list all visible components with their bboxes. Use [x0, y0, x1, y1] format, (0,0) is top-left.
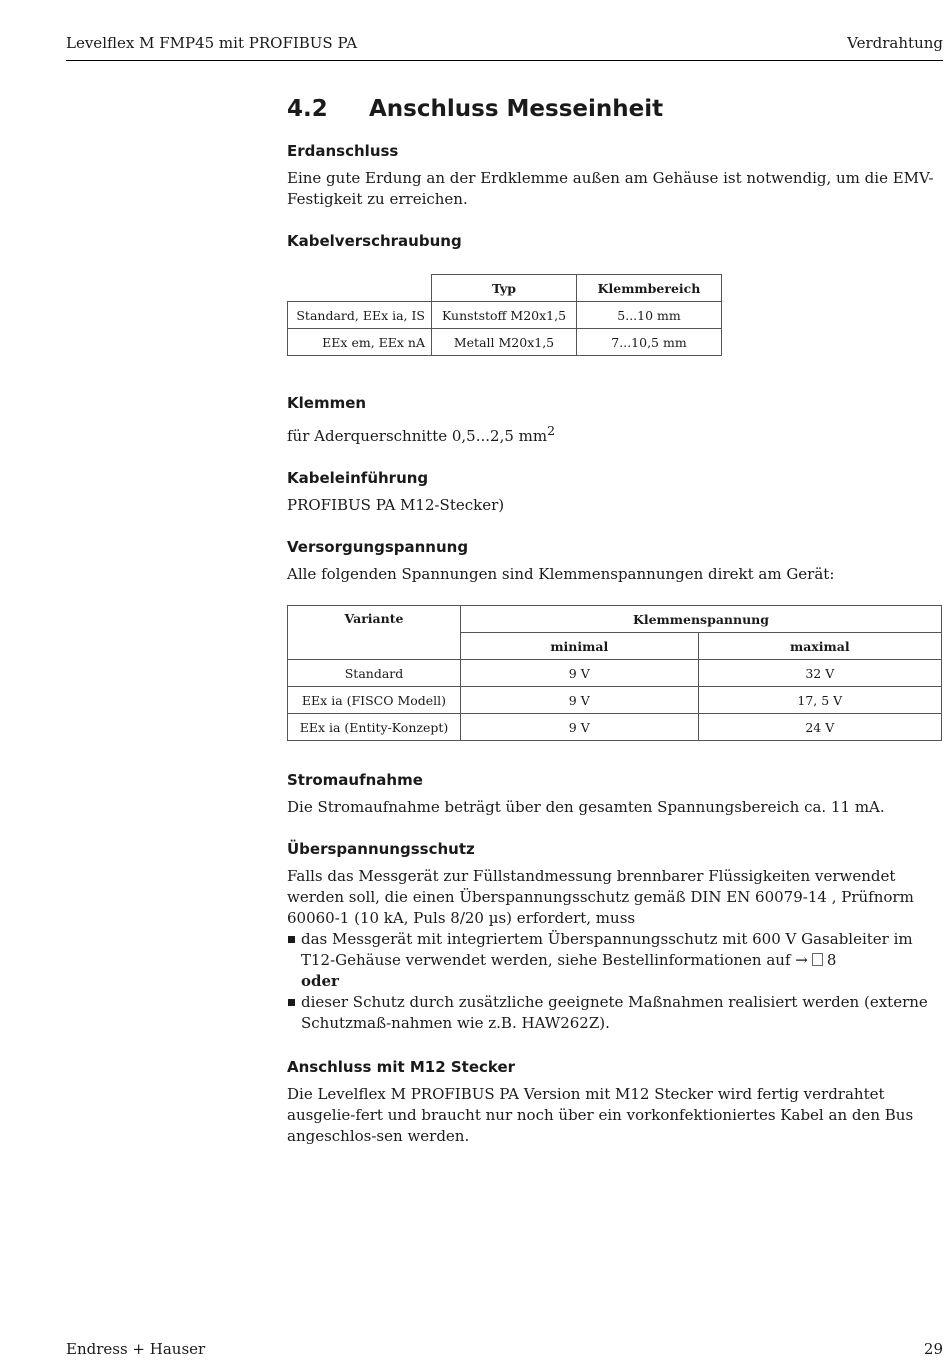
bullet-square-icon	[288, 999, 295, 1006]
versorgung-heading: Versorgungspannung	[287, 538, 469, 556]
typ-cell: Metall M20x1,5	[432, 329, 577, 356]
table-row	[288, 660, 942, 687]
kabeleinfuehrung-text: PROFIBUS PA M12-Stecker)	[287, 496, 505, 514]
m12-heading: Anschluss mit M12 Stecker	[287, 1058, 516, 1076]
table-corner-cell	[288, 275, 432, 302]
variante-cell: Standard	[288, 660, 461, 687]
page-reference-link[interactable]: 8	[826, 951, 837, 969]
footer-company: Endress + Hauser	[66, 1340, 206, 1358]
table-row	[288, 302, 722, 329]
minimal-cell: 9 V	[461, 687, 699, 714]
column-header-typ: Typ	[432, 275, 577, 302]
stromaufnahme-text: Die Stromaufnahme beträgt über den gesamten Spannungsbereich ca. 11 mA.	[287, 798, 885, 816]
kabelverschraubung-heading: Kabelverschraubung	[287, 232, 462, 250]
ueberspannung-text: Falls das Messgerät zur Füllstandmessung brennbarer Flüssigkeiten verwendet werden soll, die einen Überspannungsschutz gemäß DIN EN 60079-14 , Prüfnorm 60060-1 (10 kA, Puls 8/20 µs) erfordert, muss	[287, 867, 914, 927]
superscript-2: 2	[547, 423, 556, 438]
row-label: EEx em, EEx nA	[288, 329, 432, 356]
list-item	[287, 929, 942, 992]
page-reference-icon	[812, 953, 823, 966]
typ-cell: Kunststoff M20x1,5	[432, 302, 577, 329]
minimal-cell: 9 V	[461, 714, 699, 741]
table-header-row	[288, 275, 722, 302]
minimal-cell: 9 V	[461, 660, 699, 687]
maximal-cell: 24 V	[698, 714, 941, 741]
variante-cell: EEx ia (FISCO Modell)	[288, 687, 461, 714]
oder-label: oder	[301, 972, 339, 990]
table-header-row	[288, 606, 942, 633]
supply-voltage-table	[287, 605, 942, 741]
bullet-1-text: das Messgerät mit integriertem Überspannungsschutz mit 600 V Gasableiter im T12-Gehäuse verwendet werden, siehe Bestellinformationen auf →	[301, 930, 913, 969]
table-row	[288, 687, 942, 714]
m12-text: Die Levelflex M PROFIBUS PA Version mit M12 Stecker wird fertig verdrahtet ausgelie-fert und braucht nur noch über ein vorkonfektioniertes Kabel an den Bus angeschlos-sen werden.	[287, 1085, 914, 1145]
column-header-variante: Variante	[288, 606, 461, 660]
column-header-maximal: maximal	[698, 633, 941, 660]
erdanschluss-text: Eine gute Erdung an der Erdklemme außen am Gehäuse ist notwendig, um die EMV-Festigkeit zu erreichen.	[287, 169, 934, 208]
versorgung-text: Alle folgenden Spannungen sind Klemmenspannungen direkt am Gerät:	[287, 565, 835, 583]
page-content	[287, 96, 942, 1169]
ueberspannung-heading: Überspannungsschutz	[287, 840, 475, 858]
header-document-title: Levelflex M FMP45 mit PROFIBUS PA	[66, 34, 358, 52]
row-label: Standard, EEx ia, IS	[288, 302, 432, 329]
column-header-minimal: minimal	[461, 633, 699, 660]
list-item	[287, 992, 942, 1034]
ueberspannung-list	[287, 929, 942, 1034]
klemmbereich-cell: 7...10,5 mm	[577, 329, 722, 356]
maximal-cell: 17, 5 V	[698, 687, 941, 714]
kabeleinfuehrung-heading: Kabeleinführung	[287, 469, 429, 487]
table-row	[288, 329, 722, 356]
klemmen-heading: Klemmen	[287, 394, 367, 412]
stromaufnahme-heading: Stromaufnahme	[287, 771, 423, 789]
cable-gland-table	[287, 274, 722, 356]
bullet-2-text: dieser Schutz durch zusätzliche geeignete Maßnahmen realisiert werden (externe Schutzmaß-nahmen wie z.B. HAW262Z).	[301, 993, 928, 1032]
klemmen-value: für Aderquerschnitte 0,5...2,5 mm	[287, 427, 548, 445]
section-number: 4.2	[287, 96, 328, 122]
page-number: 29	[923, 1340, 943, 1358]
column-header-klemmbereich: Klemmbereich	[577, 275, 722, 302]
table-row	[288, 714, 942, 741]
erdanschluss-heading: Erdanschluss	[287, 142, 399, 160]
column-header-klemmenspannung: Klemmenspannung	[461, 606, 942, 633]
variante-cell: EEx ia (Entity-Konzept)	[288, 714, 461, 741]
section-heading	[287, 96, 942, 122]
bullet-square-icon	[288, 936, 295, 943]
maximal-cell: 32 V	[698, 660, 941, 687]
klemmbereich-cell: 5...10 mm	[577, 302, 722, 329]
page-header	[66, 32, 943, 61]
section-title: Anschluss Messeinheit	[369, 96, 664, 122]
header-chapter-title: Verdrahtung	[847, 34, 943, 52]
klemmen-text	[287, 420, 942, 447]
